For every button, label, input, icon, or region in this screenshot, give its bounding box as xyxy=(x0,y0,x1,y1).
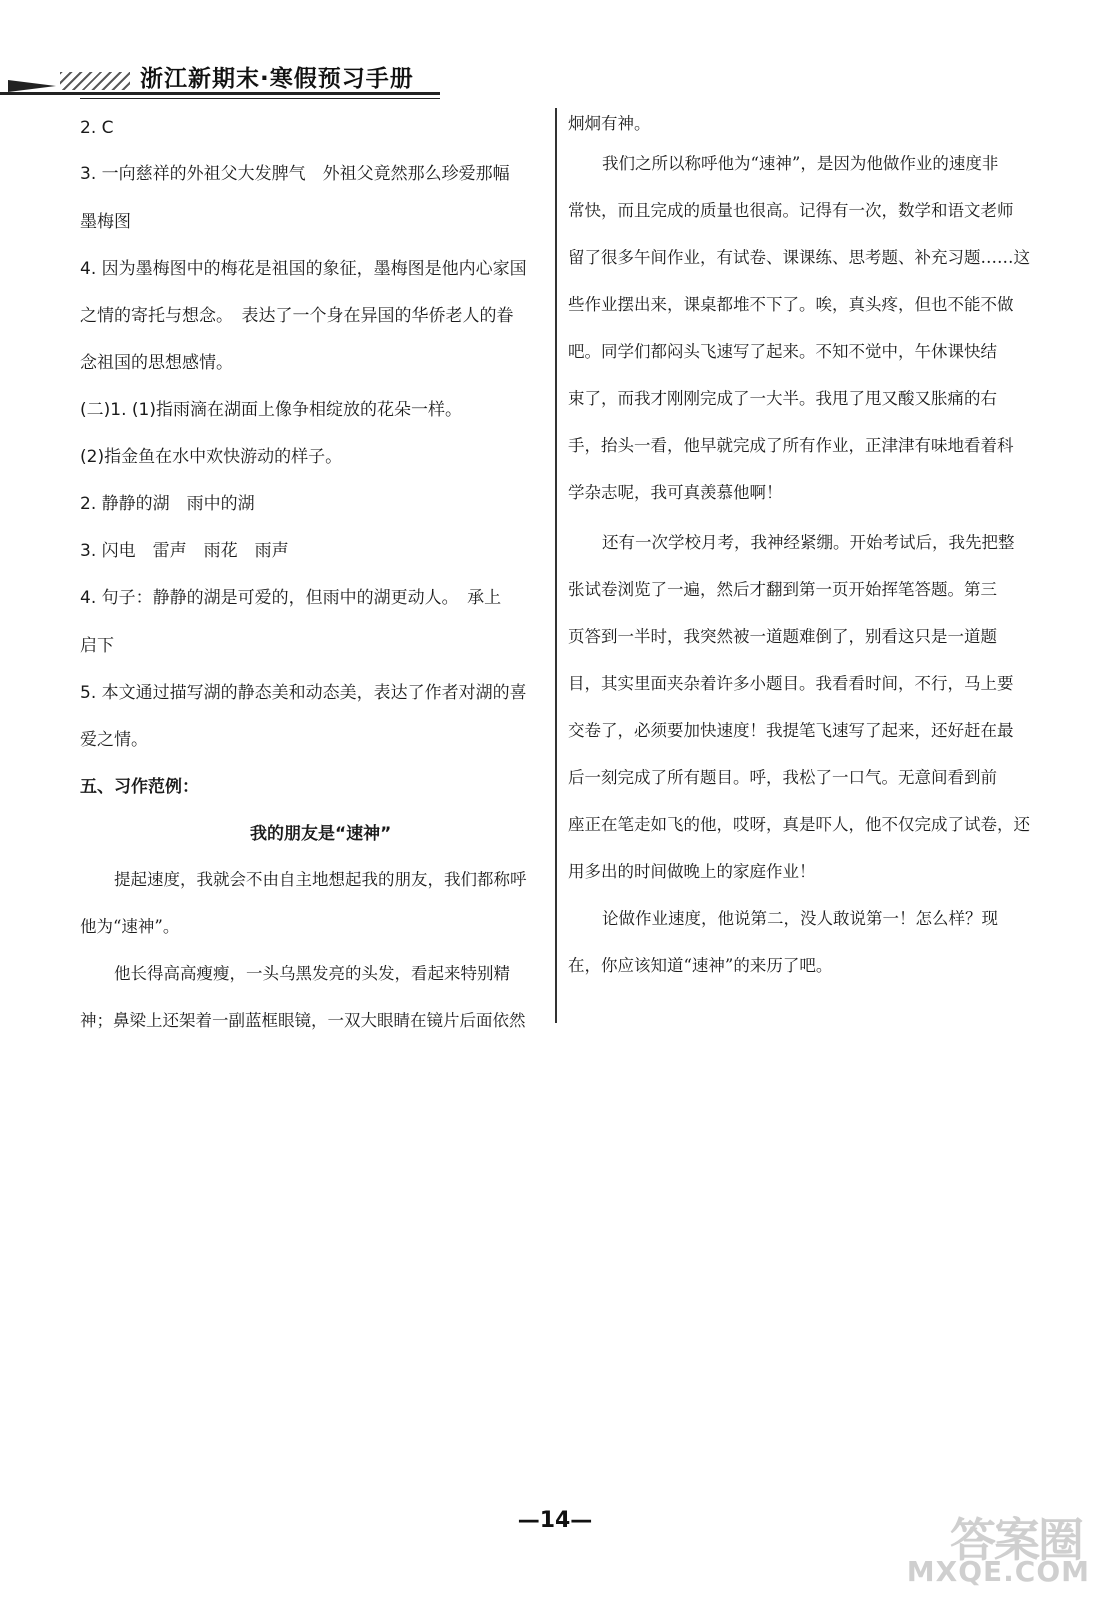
essay-line: 常快，而且完成的质量也很高。记得有一次，数学和语文老师 xyxy=(568,201,1014,220)
essay-line: 些作业摆出来，课桌都堆不下了。唉，真头疼，但也不能不做 xyxy=(568,295,1014,314)
header-hatch-ornament xyxy=(60,72,130,90)
answer-line: 2. 静静的湖 雨中的湖 xyxy=(80,494,255,514)
essay-line: 用多出的时间做晚上的家庭作业！ xyxy=(568,862,816,881)
essay-line: 神；鼻梁上还架着一副蓝框眼镜，一双大眼睛在镜片后面依然 xyxy=(80,1011,526,1030)
essay-line: 束了，而我才刚刚完成了一大半。我甩了甩又酸又胀痛的右 xyxy=(568,389,997,408)
answer-line: 2. C xyxy=(80,118,114,138)
answer-line: (二)1. (1)指雨滴在湖面上像争相绽放的花朵一样。 xyxy=(80,400,462,420)
essay-line: 后一刻完成了所有题目。呼，我松了一口气。无意间看到前 xyxy=(568,768,997,787)
essay-line: 目，其实里面夹杂着许多小题目。我看看时间，不行，马上要 xyxy=(568,674,1014,693)
essay-line: 在，你应该知道“速神”的来历了吧。 xyxy=(568,956,833,975)
answer-line: 启下 xyxy=(80,636,114,656)
page-number: —14— xyxy=(517,1508,593,1533)
page-header xyxy=(0,58,440,102)
watermark-url: MXQE.COM xyxy=(906,1555,1090,1588)
header-ornament xyxy=(8,80,56,92)
answer-line: (2)指金鱼在水中欢快游动的样子。 xyxy=(80,447,343,467)
essay-title: 我的朋友是“速神” xyxy=(250,824,392,844)
essay-line: 交卷了，必须要加快速度！我提笔飞速写了起来，还好赶在最 xyxy=(568,721,1014,740)
essay-line: 我们之所以称呼他为“速神”，是因为他做作业的速度非 xyxy=(602,154,999,173)
essay-line: 学杂志呢，我可真羡慕他啊！ xyxy=(568,483,783,502)
essay-line: 论做作业速度，他说第二，没人敢说第一！怎么样？现 xyxy=(602,909,998,928)
essay-line: 他为“速神”。 xyxy=(80,917,180,936)
answer-line: 之情的寄托与想念。 表达了一个身在异国的华侨老人的眷 xyxy=(80,306,514,326)
essay-line: 还有一次学校月考，我神经紧绷。开始考试后，我先把整 xyxy=(602,533,1015,552)
watermark-logo: 答案圈 xyxy=(950,1513,1082,1567)
header-rule-thin xyxy=(80,98,440,99)
essay-line: 座正在笔走如飞的他，哎呀，真是吓人，他不仅完成了试卷，还 xyxy=(568,815,1030,834)
answer-line: 4. 句子：静静的湖是可爱的，但雨中的湖更动人。 承上 xyxy=(80,588,502,608)
answer-line: 爱之情。 xyxy=(80,730,148,750)
essay-line: 炯炯有神。 xyxy=(568,114,651,133)
essay-line: 张试卷浏览了一遍，然后才翻到第一页开始挥笔答题。第三 xyxy=(568,580,997,599)
essay-line: 提起速度，我就会不由自主地想起我的朋友，我们都称呼 xyxy=(114,870,527,889)
answer-line: 墨梅图 xyxy=(80,212,131,232)
essay-line: 留了很多午间作业，有试卷、课课练、思考题、补充习题……这 xyxy=(568,248,1030,267)
answer-line: 5. 本文通过描写湖的静态美和动态美，表达了作者对湖的喜 xyxy=(80,683,527,703)
header-rule xyxy=(0,92,440,95)
essay-line: 他长得高高瘦瘦，一头乌黑发亮的头发，看起来特别精 xyxy=(114,964,510,983)
answer-line: 念祖国的思想感情。 xyxy=(80,353,233,373)
section-heading: 五、习作范例： xyxy=(80,777,199,797)
essay-line: 页答到一半时，我突然被一道题难倒了，别看这只是一道题 xyxy=(568,627,997,646)
column-divider xyxy=(555,108,557,1023)
watermark xyxy=(906,1504,1090,1588)
essay-line: 吧。同学们都闷头飞速写了起来。不知不觉中，午休课快结 xyxy=(568,342,997,361)
essay-line: 手，抬头一看，他早就完成了所有作业，正津津有味地看着科 xyxy=(568,436,1014,455)
answer-line: 4. 因为墨梅图中的梅花是祖国的象征，墨梅图是他内心家国 xyxy=(80,259,527,279)
answer-line: 3. 闪电 雷声 雨花 雨声 xyxy=(80,541,289,561)
book-title: 浙江新期末·寒假预习手册 xyxy=(140,66,414,92)
answer-line: 3. 一向慈祥的外祖父大发脾气 外祖父竟然那么珍爱那幅 xyxy=(80,164,510,184)
